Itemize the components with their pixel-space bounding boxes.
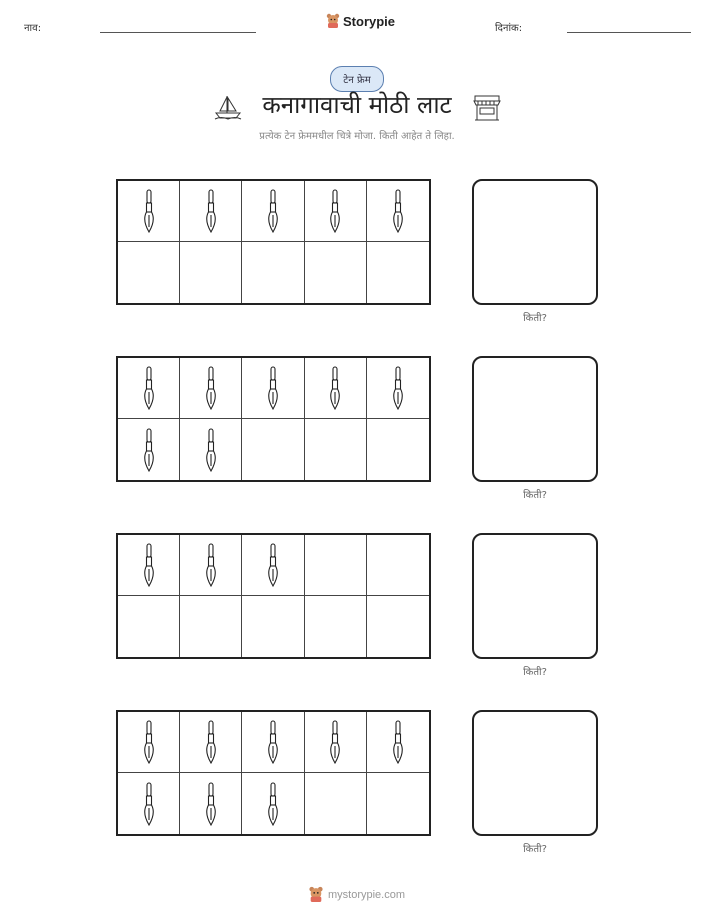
ten-frame (116, 356, 431, 482)
paintbrush-icon (328, 189, 342, 233)
paintbrush-icon (142, 782, 156, 826)
paintbrush-icon (391, 720, 405, 764)
ten-frame-cell (367, 242, 429, 303)
ten-frame-cell (305, 419, 367, 480)
ten-frame (116, 533, 431, 659)
paintbrush-icon (391, 366, 405, 410)
answer-box[interactable] (472, 356, 598, 482)
instructions: प्रत्येक टेन फ्रेममधील चित्रे मोजा. किती आहेत ते लिहा. (259, 131, 455, 142)
name-line[interactable] (100, 32, 256, 33)
ten-frame-cell (242, 358, 304, 419)
date-label: दिनांक: (495, 23, 523, 34)
ten-frame-cell (180, 596, 242, 657)
ten-frame-cell (118, 181, 180, 242)
ten-frame-cell (367, 773, 429, 834)
paintbrush-icon (142, 720, 156, 764)
ten-frame-cell (118, 419, 180, 480)
answer-label: किती? (523, 844, 547, 855)
answer-box[interactable] (472, 710, 598, 836)
ten-frame-cell (242, 242, 304, 303)
storypie-logo (326, 13, 395, 29)
paintbrush-icon (142, 366, 156, 410)
answer-label: किती? (523, 667, 547, 678)
footer (308, 886, 405, 903)
brand-name: Storypie (343, 13, 396, 29)
ten-frame-cell (305, 712, 367, 773)
ten-frame-cell (367, 419, 429, 480)
ten-frame-cell (118, 712, 180, 773)
ten-frame-cell (118, 242, 180, 303)
ten-frame-cell (180, 419, 242, 480)
paintbrush-icon (204, 543, 218, 587)
ten-frame-cell (367, 596, 429, 657)
paintbrush-icon (142, 428, 156, 472)
ten-frame (116, 179, 431, 305)
paintbrush-icon (328, 720, 342, 764)
ten-frame-cell (367, 712, 429, 773)
ten-frame-cell (242, 773, 304, 834)
ten-frame-cell (118, 596, 180, 657)
ten-frame-cell (242, 535, 304, 596)
ten-frame-cell (305, 773, 367, 834)
ten-frame-cell (305, 242, 367, 303)
ten-frame-cell (180, 535, 242, 596)
paintbrush-icon (142, 189, 156, 233)
paintbrush-icon (266, 782, 280, 826)
paintbrush-icon (266, 720, 280, 764)
paintbrush-icon (328, 366, 342, 410)
paintbrush-icon (204, 189, 218, 233)
answer-box[interactable] (472, 179, 598, 305)
paintbrush-icon (266, 543, 280, 587)
answer-label: किती? (523, 490, 547, 501)
ten-frame-cell (180, 712, 242, 773)
paintbrush-icon (391, 189, 405, 233)
ten-frame-cell (180, 773, 242, 834)
ten-frame-cell (242, 419, 304, 480)
answer-box[interactable] (472, 533, 598, 659)
shop-stall-icon (472, 94, 502, 126)
ten-frame-cell (118, 535, 180, 596)
ten-frame (116, 710, 431, 836)
ten-frame-cell (305, 596, 367, 657)
ten-frame-cell (305, 358, 367, 419)
ten-frame-cell (180, 181, 242, 242)
worksheet-title: कनागावाची मोठी लाट (262, 91, 452, 119)
answer-label: किती? (523, 313, 547, 324)
topic-badge: टेन फ्रेम (330, 66, 384, 92)
paintbrush-icon (204, 720, 218, 764)
ten-frame-cell (242, 596, 304, 657)
ten-frame-cell (367, 181, 429, 242)
ten-frame-cell (242, 181, 304, 242)
bear-logo-icon (326, 13, 340, 29)
paintbrush-icon (142, 543, 156, 587)
ten-frame-cell (180, 242, 242, 303)
ten-frame-cell (118, 358, 180, 419)
paintbrush-icon (204, 428, 218, 472)
ten-frame-cell (118, 773, 180, 834)
ten-frame-cell (180, 358, 242, 419)
ten-frame-cell (242, 712, 304, 773)
date-line[interactable] (567, 32, 691, 33)
ten-frame-cell (367, 535, 429, 596)
name-label: नाव: (24, 23, 42, 34)
ten-frame-cell (305, 181, 367, 242)
ten-frame-cell (305, 535, 367, 596)
paintbrush-icon (204, 782, 218, 826)
paintbrush-icon (204, 366, 218, 410)
paintbrush-icon (266, 189, 280, 233)
footer-site: mystorypie.com (328, 888, 406, 901)
ten-frame-cell (367, 358, 429, 419)
paintbrush-icon (266, 366, 280, 410)
bear-logo-icon (308, 886, 324, 903)
